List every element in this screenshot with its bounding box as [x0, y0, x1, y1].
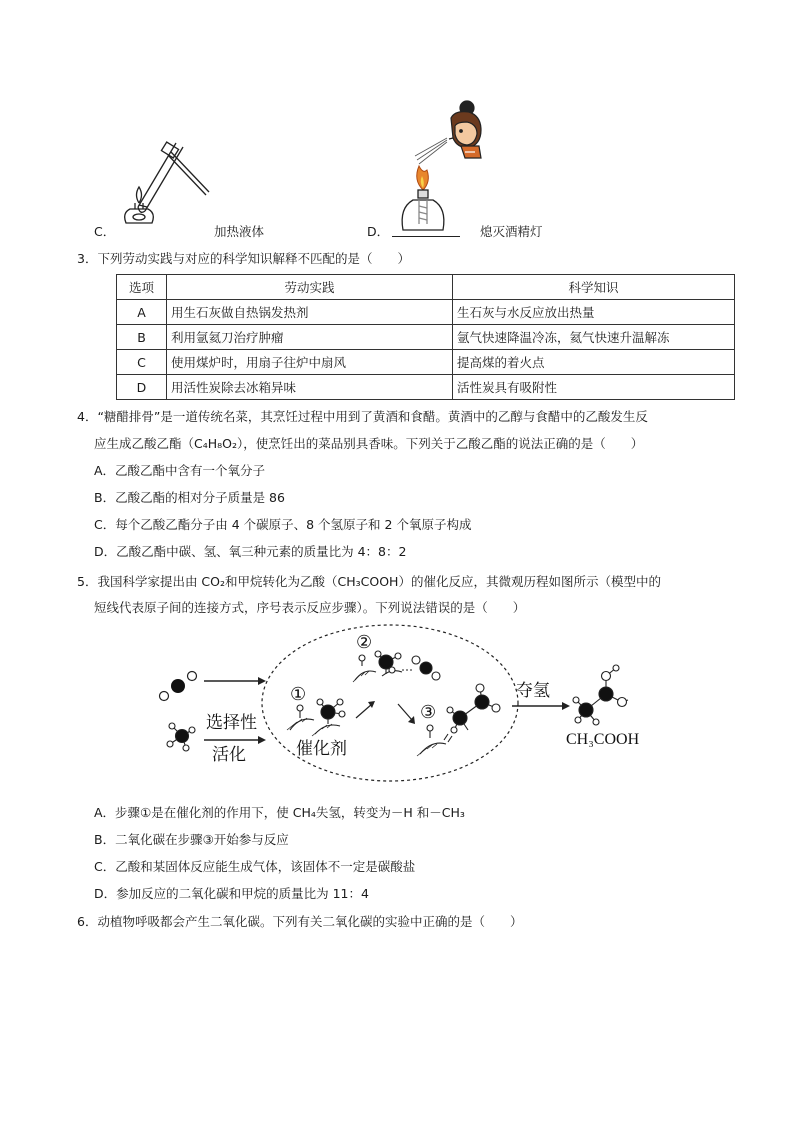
- ch4-molecule: [167, 723, 195, 751]
- header-practice: 劳动实践: [167, 275, 453, 300]
- q4-option-d: D．乙酸乙酯中碳、氢、氧三种元素的质量比为 4：8：2: [94, 544, 407, 559]
- row-knowledge: 活性炭具有吸附性: [453, 375, 735, 400]
- row-practice: 用生石灰做自热锅发热剂: [167, 300, 453, 325]
- option-c-letter: C．: [94, 224, 116, 239]
- option-d-letter: D．: [367, 224, 390, 239]
- step-2-molecules: [353, 651, 440, 682]
- row-knowledge: 生石灰与水反应放出热量: [453, 300, 735, 325]
- step-3-label: ③: [420, 702, 437, 722]
- row-option: B: [117, 325, 167, 350]
- row-practice: 利用氩氦刀治疗肿瘤: [167, 325, 453, 350]
- option-d-caption: 熄灭酒精灯: [480, 224, 543, 239]
- q4-option-c: C．每个乙酸乙酯分子由 4 个碳原子、8 个氢原子和 2 个氧原子构成: [94, 517, 472, 532]
- q5-option-a: A．步骤①是在催化剂的作用下，使 CH₄失氢，转变为－H 和－CH₃: [94, 805, 465, 820]
- q4-stem-line1: 4．“糖醋排骨”是一道传统名菜，其烹饪过程中用到了黄酒和食醋。黄酒中的乙醇与食醋中的乙酸发生反: [77, 409, 648, 424]
- step-1-molecule: [287, 699, 345, 736]
- q4-option-b: B．乙酸乙酯的相对分子质量是 86: [94, 490, 285, 505]
- q5-option-d: D．参加反应的二氧化碳和甲烷的质量比为 11：4: [94, 886, 369, 901]
- row-option: D: [117, 375, 167, 400]
- heating-liquid-illustration: [118, 135, 213, 230]
- extinguish-lamp-illustration: [395, 98, 495, 236]
- q6-stem: 6．动植物呼吸都会产生二氧化碳。下列有关二氧化碳的实验中正确的是（ ）: [77, 914, 523, 929]
- label-dehydrogenation: 夺氢: [516, 681, 550, 700]
- q3-table: [116, 274, 735, 400]
- reaction-mechanism-diagram: [150, 618, 670, 788]
- step-1-label: ①: [290, 684, 307, 704]
- table-row: [117, 325, 735, 350]
- q5-option-c: C．乙酸和某固体反应能生成气体，该固体不一定是碳酸盐: [94, 859, 416, 874]
- row-knowledge: 氩气快速降温冷冻，氦气快速升温解冻: [453, 325, 735, 350]
- co2-molecule: [160, 672, 197, 701]
- q4-stem-line2: 应生成乙酸乙酯（C₄H₈O₂），使烹饪出的菜品别具香味。下列关于乙酸乙酯的说法正确的是（ ）: [94, 436, 644, 451]
- q3-stem: 3．下列劳动实践与对应的科学知识解释不匹配的是（ ）: [77, 251, 410, 266]
- q5-option-b: B．二氧化碳在步骤③开始参与反应: [94, 832, 289, 847]
- row-practice: 使用煤炉时，用扇子往炉中扇风: [167, 350, 453, 375]
- product-formula: CH₃COOH: [566, 731, 640, 748]
- header-option: 选项: [117, 275, 167, 300]
- header-knowledge: 科学知识: [453, 275, 735, 300]
- table-header-row: [117, 275, 735, 300]
- option-c-caption: 加热液体: [214, 224, 265, 239]
- q5-stem-line1: 5．我国科学家提出由 CO₂和甲烷转化为乙酸（CH₃COOH）的催化反应，其微观历程如图所示（模型中的: [77, 574, 661, 589]
- row-option: A: [117, 300, 167, 325]
- row-knowledge: 提高煤的着火点: [453, 350, 735, 375]
- answer-blank-line: [392, 236, 460, 237]
- label-catalyst: 催化剂: [296, 739, 347, 758]
- table-row: [117, 375, 735, 400]
- q4-option-a: A．乙酸乙酯中含有一个氧分子: [94, 463, 266, 478]
- label-activation: 活化: [212, 745, 246, 764]
- step-2-label: ②: [356, 632, 373, 652]
- acetic-acid-molecule: [573, 665, 628, 725]
- q5-stem-line2: 短线代表原子间的连接方式，序号表示反应步骤）。下列说法错误的是（ ）: [94, 600, 526, 615]
- table-row: [117, 350, 735, 375]
- row-practice: 用活性炭除去冰箱异味: [167, 375, 453, 400]
- label-selective: 选择性: [206, 713, 257, 732]
- row-option: C: [117, 350, 167, 375]
- table-row: [117, 300, 735, 325]
